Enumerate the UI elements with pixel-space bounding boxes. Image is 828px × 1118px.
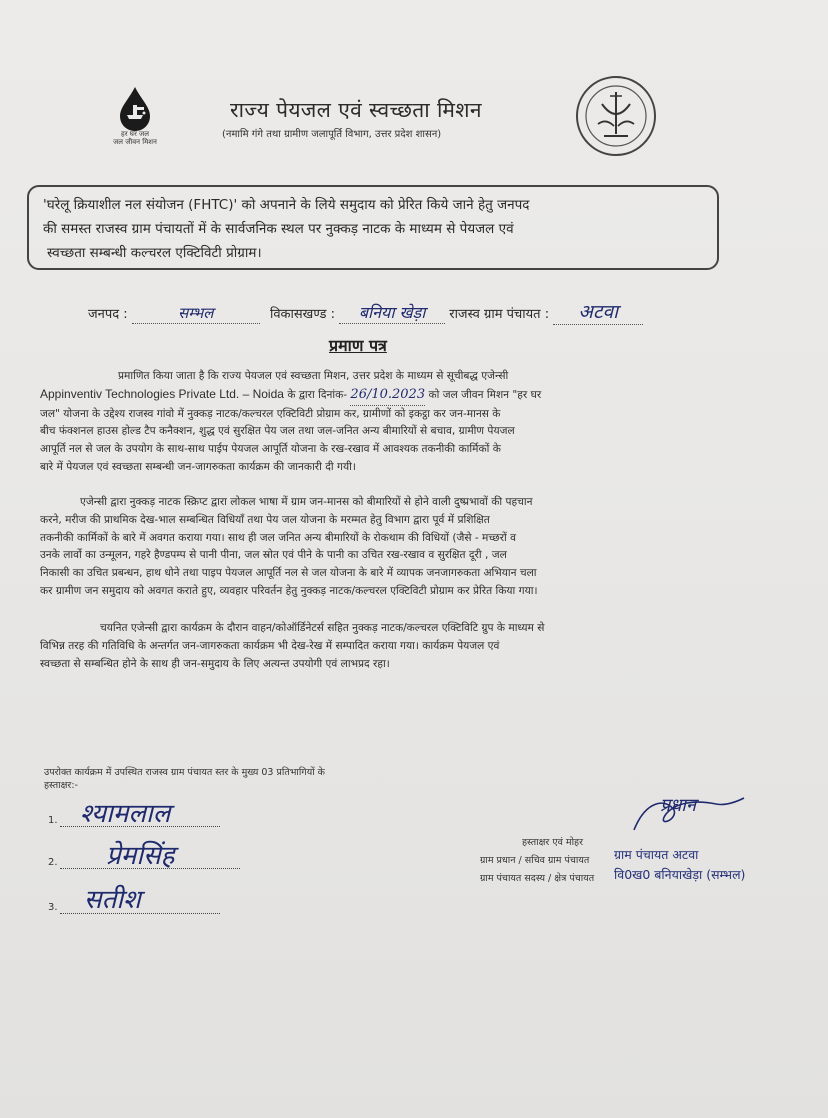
para-line: एजेन्सी द्वारा नुक्कड़ नाटक स्क्रिप्ट द्वारा लोकल भाषा में ग्राम जन-मानस को बीमारियों से होने वाली दुष्प्रभावों की पहचान — [80, 496, 533, 508]
signature-scribble — [626, 790, 746, 840]
mission-subtitle: (नमामि गंगे तथा ग्रामीण जलापूर्ति विभाग, उत्तर प्रदेश शासन) — [222, 129, 442, 140]
logo-caption: हर घर जल जल जीवन मिशन — [113, 130, 157, 146]
pradhan-label: ग्राम प्रधान / सचिव ग्राम पंचायत — [480, 855, 590, 866]
district-field — [132, 303, 260, 324]
para-line: आपूर्ति नल से जल के उपयोग के साथ-साथ पाईप पेयजल आपूर्ति योजना के रख-रखाव में आवश्यक तकनीकी कार्मिकों के — [40, 443, 501, 456]
para-line: प्रमाणित किया जाता है कि राज्य पेयजल एवं स्वच्छता मिशन, उत्तर प्रदेश के माध्यम से सूचीबद्ध एजेन्सी — [118, 370, 509, 382]
panchayat-label: राजस्व ग्राम पंचायत : — [449, 307, 550, 322]
signature-2: प्रेमसिंह — [106, 841, 175, 871]
para-line: जल" योजना के उद्देश्य राजस्व गांवो में नुक्कड़ नाटक/कल्चरल एक्टिविटी प्रोग्राम कर, ग्रामीणों को इकट्ठा कर जन-मानस के — [40, 407, 501, 420]
certificate-title: प्रमाण पत्र — [329, 336, 387, 355]
signature-number: 2. — [48, 857, 58, 868]
district-label: जनपद : — [88, 307, 128, 322]
signature-1: श्यामलाल — [80, 799, 171, 829]
program-banner — [27, 185, 719, 270]
para-line: स्वच्छता से सम्बन्धित होने के साथ ही जन-समुदाय के लिए अत्यन्त उपयोगी एवं लाभप्रद रहा। — [40, 657, 390, 670]
para-line: तकनीकी कार्मिकों के बारे में अवगत कराया गया। साथ ही जल जनित अन्य बीमारियों के रोकथाम की विधियों (जैसे - मच्छरों व — [40, 531, 517, 544]
para-line: कर ग्रामीण जन समुदाय को अवगत कराते हुए, व्यवहार परिवर्तन हेतु नुक्कड़ नाटक/कल्चरल एक्टिविटी प्रोग्राम कर प्रेरित किया गया। — [40, 584, 538, 597]
para-line: बीच फंक्शनल हाउस होल्ड टैप कनैक्शन, शुद्ध एवं सुरक्षित पेय जल तथा जल-जनित अन्य बीमारियों से बचाव, ग्रामीण पेयजल — [40, 425, 515, 438]
para-line: चयनित एजेन्सी द्वारा कार्यक्रम के दौरान वाहन/कोऑर्डिनेटर्स सहित नुक्कड़ नाटक/कल्चरल एक्टिविटि ग्रुप के माध्यम से — [100, 622, 545, 634]
program-date: 26/10.2023 — [350, 386, 426, 402]
attendance-line: उपरोक्त कार्यक्रम में उपस्थित राजस्व ग्राम पंचायत स्तर के मुख्य 03 प्रतिभागियों के — [44, 767, 325, 778]
para-line: करने, मरीज की प्राथमिक देख-भाल सम्बन्धित विधियाँ तथा पेय जल योजना के मरम्मत हेतु विभाग द्वारा पूर्व में प्रशिक्षित — [40, 513, 490, 526]
attendance-note — [44, 766, 444, 792]
banner-line: स्वच्छता सम्बन्धी कल्चरल एक्टिविटी प्रोग्राम। — [47, 245, 262, 261]
panchayat-value: अटवा — [578, 301, 618, 323]
block-label: विकासखण्ड : — [269, 307, 335, 322]
para-line: उनके लार्वो का उन्मूलन, गहरे हैण्डपम्प से पानी पीना, जल स्रोत एवं पीने के पानी का उचित रख-रखाव व सुरक्षित दूरी , जल — [40, 549, 507, 562]
panchayat-field — [553, 298, 643, 325]
district-value: सम्भल — [178, 304, 214, 322]
para-text: को जल जीवन मिशन "हर घर — [428, 388, 542, 401]
panchayat-stamp: ग्राम पंचायत अटवा — [614, 847, 699, 862]
para-line — [40, 386, 740, 406]
date-field — [350, 386, 425, 406]
block-field — [339, 301, 445, 324]
pradhan-signature: प्रधान — [660, 795, 696, 816]
para-text: के द्वारा दिनांक- — [287, 388, 348, 401]
banner-line: की समस्त राजस्व ग्राम पंचायतों में के सार्वजनिक स्थल पर नुक्कड़ नाटक के माध्यम से पेयजल एवं — [43, 221, 514, 237]
location-row — [88, 298, 643, 325]
paragraph-1 — [40, 368, 740, 477]
signoff-labels — [480, 834, 594, 888]
attendance-line: हस्ताक्षर:- — [44, 780, 78, 791]
signature-number: 1. — [48, 815, 58, 826]
har-ghar-jal-logo — [100, 85, 170, 163]
member-label: ग्राम पंचायत सदस्य / क्षेत्र पंचायत — [480, 873, 595, 884]
paragraph-3 — [40, 620, 740, 673]
agency-name: Appinventiv Technologies Private Ltd. – Noida — [40, 386, 284, 401]
paragraph-2 — [40, 494, 740, 601]
banner-line: 'घरेलू क्रियाशील नल संयोजन (FHTC)' को अपनाने के लिये समुदाय को प्रेरित किये जाने हेतु जनपद — [43, 197, 530, 213]
para-line: विभिन्न तरह की गतिविधि के अन्तर्गत जन-जागरुकता कार्यक्रम भी देख-रेख में सम्पादित कराया गया। कार्यक्रम पेयजल एवं — [40, 639, 500, 652]
signature-3: सतीश — [84, 885, 141, 915]
block-stamp: वि0ख0 बनियाखेड़ा (सम्भल) — [614, 867, 746, 882]
sign-and-seal-label: हस्ताक्षर एवं मोहर — [522, 837, 583, 848]
up-government-seal — [574, 74, 658, 158]
block-value: बनिया खेड़ा — [358, 303, 426, 322]
mission-title: राज्य पेयजल एवं स्वच्छता मिशन — [230, 98, 482, 122]
para-line: बारे में पेयजल एवं स्वच्छता सम्बन्धी जन-जागरुकता कार्यक्रम की जानकारी दी गयी। — [40, 460, 356, 473]
para-line: निकासी का उचित प्रबन्धन, हाथ धोने तथा पाइप पेयजल आपूर्ति नल से जल योजना के बारे में व्यापक जनजागरुकता अभियान चला — [40, 567, 537, 580]
signature-number: 3. — [48, 902, 58, 913]
